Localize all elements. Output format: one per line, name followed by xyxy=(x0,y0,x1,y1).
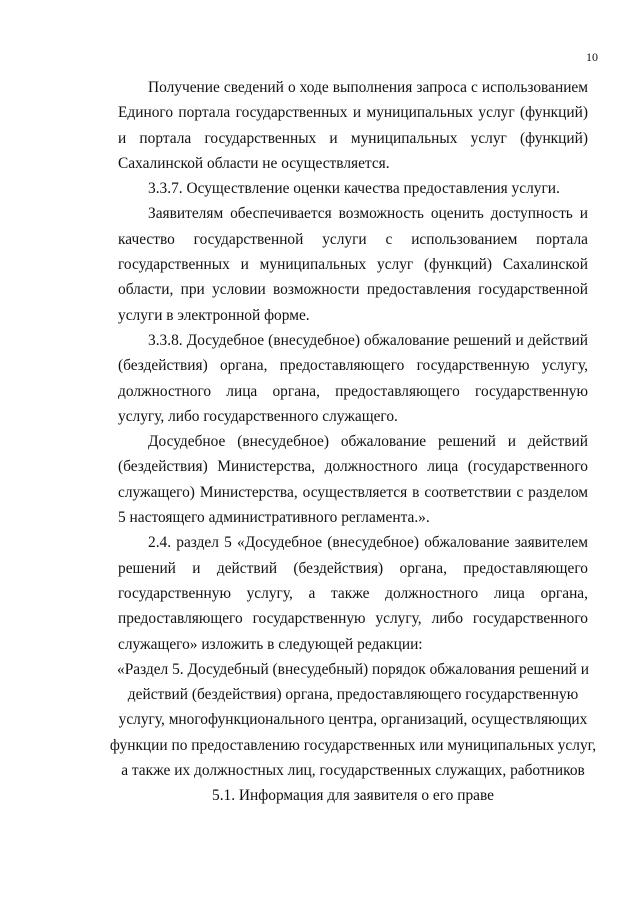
section-5-heading: «Раздел 5. Досудебный (внесудебный) порядок обжалования решений и действий (бездействия) органа, предоставляющего государственную услугу, многофункционального центра, организаций, осуществляющих функции по предоставлению государственных или муниципальных услуг, а также их должностных лиц, государственных служащих, работников xyxy=(109,660,597,780)
paragraph-2-4-section-5: 2.4. раздел 5 «Досудебное (внесудебное) обжалование заявителем решений и действий (бездействия) органа, предоставляющего государственную услугу, а также должностного лица органа, предоставляющего государственную услугу, либо государственного служащего» изложить в следующей редакции: xyxy=(118,534,588,653)
paragraph-3-3-8-appeal: 3.3.8. Досудебное (внесудебное) обжалование решений и действий (бездействия) органа, предоставляющего государственную услугу, должностного лица органа, предоставляющего государственную услугу, либо государственного служащего. xyxy=(118,331,588,425)
paragraph-3-3-7-title: 3.3.7. Осуществление оценки качества предоставления услуги. xyxy=(148,180,560,198)
paragraph-ministry-appeal: Досудебное (внесудебное) обжалование решений и действий (бездействия) Министерства, должностного лица (государственного служащего) Министерства, осуществляется в соответствии с разделом 5 настоящего административного регламента.». xyxy=(118,433,588,527)
paragraph-request-status: Получение сведений о ходе выполнения запроса с использованием Единого портала государственных и муниципальных услуг (функций) и портала государственных и муниципальных услуг (функций) Сахалинской области не осуществляется. xyxy=(118,79,588,172)
document-body xyxy=(109,75,597,809)
page-number: 10 xyxy=(586,50,598,64)
subsection-5-1-heading: 5.1. Информация для заявителя о его праве xyxy=(212,787,494,805)
paragraph-quality-assessment: Заявителям обеспечивается возможность оценить доступность и качество государственной услуги с использованием портала государственных и муниципальных услуг (функций) Сахалинской области, при условии возможности предоставления государственной услуги в электронной форме. xyxy=(118,205,588,324)
